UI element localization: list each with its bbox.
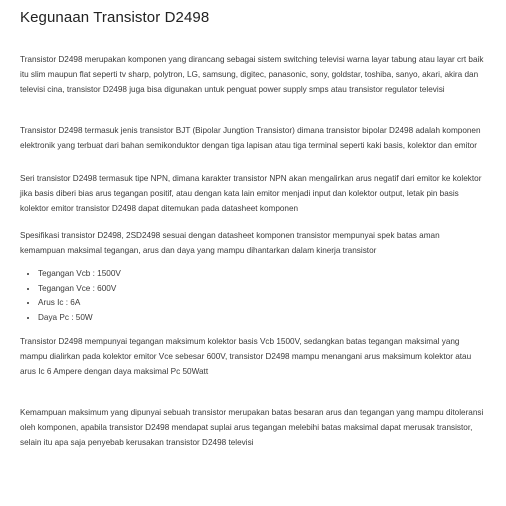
spec-item-pc: • Daya Pc : 50W	[38, 311, 486, 326]
paragraph-max-capability: Kemampuan maksimum yang dipunyai sebuah transistor merupakan batas besaran arus dan tegangan yang mampu ditoleransi oleh komponen, apabila transistor D2498 mendapat suplai arus tegangan melebihi batas maksimal dapat merusak transistor, selain itu apa saja penyebab kerusakan transistor D2498 televisi	[20, 408, 484, 448]
spec-item-ic: • Arus Ic : 6A	[38, 296, 486, 311]
paragraph-max-ratings: Transistor D2498 mempunyai tegangan maksimum kolektor basis Vcb 1500V, sedangkan batas tegangan maksimal yang mampu dialirkan pada kolektor emitor Vce sebesar 600V, transistor D2498 mampu menangani arus maksimum kolektor atau arus Ic 6 Ampere dengan daya maksimal Pc 50Watt	[20, 337, 472, 377]
paragraph-intro: Transistor D2498 merupakan komponen yang dirancang sebagai sistem switching televisi warna layar tabung atau layar crt baik itu slim maupun flat seperti tv sharp, polytron, LG, samsung, digitec, panasonic, sony, goldstar, toshiba, sanyo, akari, akira dan televisi cina, transistor D2498 juga bisa digunakan untuk penguat power supply smps atau transistor regulator televisi	[20, 55, 484, 94]
paragraph-specification: Spesifikasi transistor D2498, 2SD2498 sesuai dengan datasheet komponen transistor mempunyai spek batas aman kemampuan maksimal tegangan, arus dan daya yang mampu dihantarkan dalam kinerja transistor	[20, 231, 440, 255]
paragraph-npn: Seri transistor D2498 termasuk tipe NPN, dimana karakter transistor NPN akan mengalirkan arus negatif dari emitor ke kolektor jika basis diberi bias arus tegangan positif, atau dengan kata lain emitor menjadi input dan kolektor output, letak pin basis kolektor emitor transistor D2498 dapat ditemukan pada datasheet komponen	[20, 174, 482, 213]
article-title: Kegunaan Transistor D2498	[20, 9, 210, 26]
paragraph-bjt: Transistor D2498 termasuk jenis transistor BJT (Bipolar Jungtion Transistor) dimana transistor bipolar D2498 adalah komponen elektronik yang terbuat dari bahan semikonduktor dengan tiga lapisan atau tiga terminal seperti kaki basis, kolektor dan emitor	[20, 126, 481, 150]
spec-list	[20, 267, 486, 325]
spec-item-vce: • Tegangan Vce : 600V	[38, 282, 486, 297]
spec-item-vcb: • Tegangan Vcb : 1500V	[38, 267, 486, 282]
